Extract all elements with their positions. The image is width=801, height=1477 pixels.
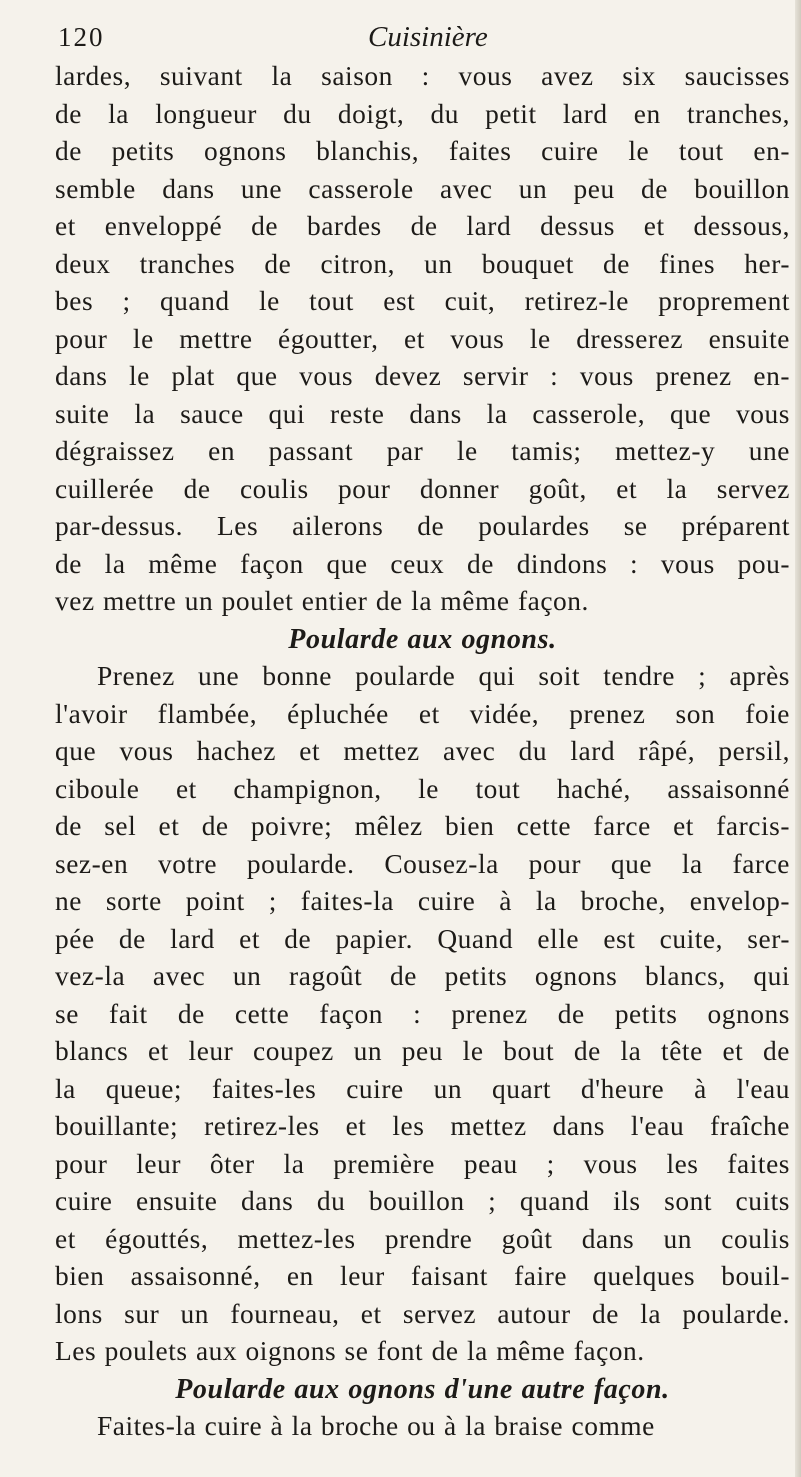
text-line: lons sur un fourneau, et servez autour de la poularde. <box>55 1298 790 1329</box>
text-line: se fait de cette façon : prenez de petits ognons <box>55 998 790 1029</box>
text-line: deux tranches de citron, un bouquet de fines her- <box>55 248 790 279</box>
text-line: pour leur ôter la première peau ; vous les faites <box>55 1148 790 1179</box>
text-line: ciboule et champignon, le tout haché, assaisonné <box>55 773 790 804</box>
text-line: vez mettre un poulet entier de la même façon. <box>55 586 589 616</box>
page-header <box>58 22 788 62</box>
page-edge <box>795 0 801 1477</box>
text-line: suite la sauce qui reste dans la casserole, que vous <box>55 398 790 429</box>
text-line: Les poulets aux oignons se font de la même façon. <box>55 1336 645 1366</box>
text-line: et égouttés, mettez-les prendre goût dans un coulis <box>55 1223 790 1254</box>
text-line: Faites-la cuire à la broche ou à la braise comme <box>97 1411 655 1441</box>
body-text <box>55 58 790 1446</box>
text-line: l'avoir flambée, épluchée et vidée, prenez son foie <box>55 698 790 729</box>
text-line: dégraissez en passant par le tamis; mettez-y une <box>55 436 790 466</box>
text-line: cuillerée de coulis pour donner goût, et la servez <box>55 473 790 504</box>
text-line: Prenez une bonne poularde qui soit tendre ; après <box>97 661 790 691</box>
text-line: de la longueur du doigt, du petit lard en tranches, <box>55 98 790 129</box>
text-line: semble dans une casserole avec un peu de bouillon <box>55 173 790 204</box>
text-line: pée de lard et de papier. Quand elle est cuite, ser- <box>55 923 790 954</box>
text-line: et enveloppé de bardes de lard dessus et dessous, <box>55 211 790 241</box>
text-line: la queue; faites-les cuire un quart d'heure à l'eau <box>55 1073 790 1104</box>
text-line: vez-la avec un ragoût de petits ognons blancs, qui <box>55 961 790 991</box>
text-line: cuire ensuite dans du bouillon ; quand ils sont cuits <box>55 1186 790 1216</box>
text-line: par-dessus. Les ailerons de poulardes se préparent <box>55 511 790 541</box>
text-line: lardes, suivant la saison : vous avez six saucisses <box>55 61 790 91</box>
text-line: de sel et de poivre; mêlez bien cette farce et farcis- <box>55 811 790 841</box>
text-line: blancs et leur coupez un peu le bout de la tête et de <box>55 1036 790 1066</box>
section-heading: Poularde aux ognons d'une autre façon. <box>175 1373 670 1405</box>
text-line: sez-en votre poularde. Cousez-la pour que la farce <box>55 848 790 879</box>
text-line: pour le mettre égoutter, et vous le dresserez ensuite <box>55 323 790 354</box>
text-line: que vous hachez et mettez avec du lard râpé, persil, <box>55 736 790 766</box>
text-line: bes ; quand le tout est cuit, retirez-le proprement <box>55 286 790 316</box>
page-number: 120 <box>58 22 105 52</box>
text-line: de la même façon que ceux de dindons : vous pou- <box>55 548 790 579</box>
text-line: ne sorte point ; faites-la cuire à la broche, envelop- <box>55 886 790 916</box>
text-line: bien assaisonné, en leur faisant faire quelques bouil- <box>55 1261 790 1291</box>
section-heading: Poularde aux ognons. <box>288 623 557 655</box>
text-line: de petits ognons blanchis, faites cuire le tout en- <box>55 136 790 166</box>
text-line: bouillante; retirez-les et les mettez dans l'eau fraîche <box>55 1111 790 1141</box>
running-title: Cuisinière <box>368 21 488 53</box>
text-line: dans le plat que vous devez servir : vous prenez en- <box>55 361 790 391</box>
